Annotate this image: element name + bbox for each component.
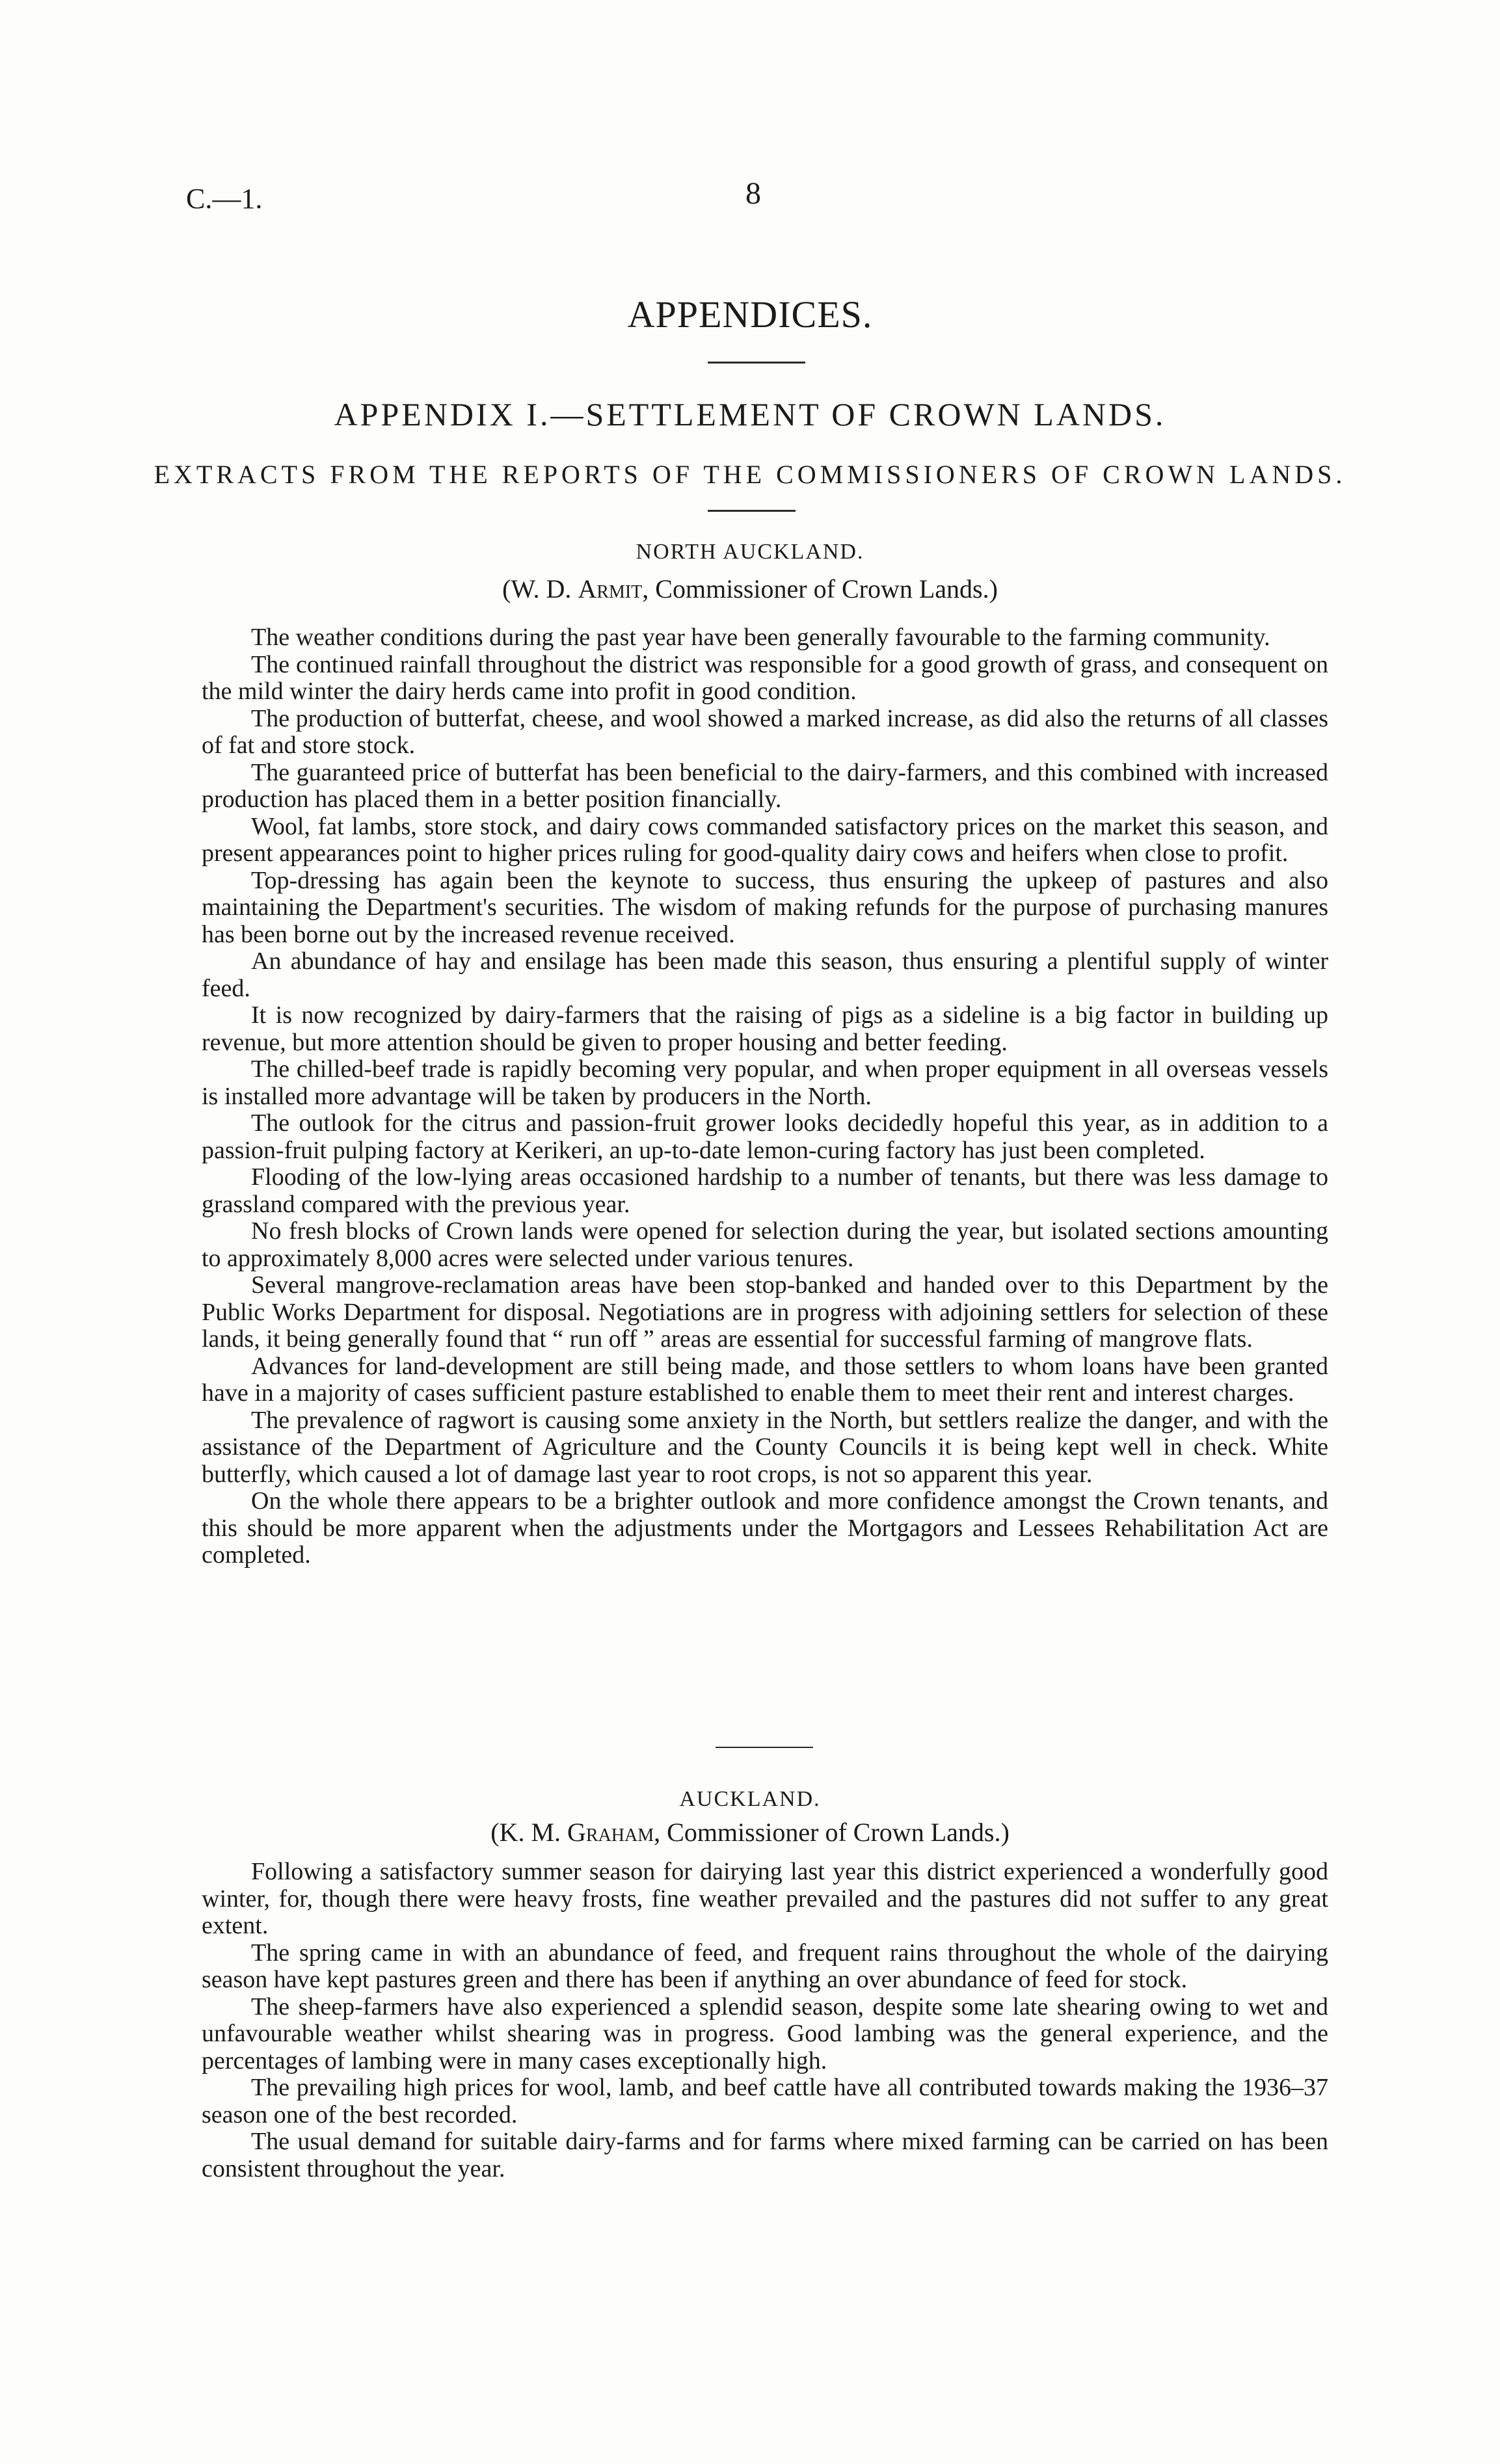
commissioner-line-auckland <box>0 1817 1500 1848</box>
paragraph: The outlook for the citrus and passion-fruit grower looks decidedly hopeful this year, as in addition to a passion-fruit pulping factory at Kerikeri, an up-to-date lemon-curing factory has just been completed. <box>202 1109 1328 1164</box>
page-number: 8 <box>745 176 761 211</box>
paragraph: The weather conditions during the past year have been generally favourable to the farming community. <box>251 624 1270 651</box>
paragraph: The spring came in with an abundance of feed, and frequent rains throughout the whole of the dairying season have kept pastures green and there has been if anything an over abundance of feed for stock. <box>202 1939 1328 1993</box>
commissioner-open: (K. M. <box>490 1818 568 1847</box>
paragraph: An abundance of hay and ensilage has been made this season, thus ensuring a plentiful supply of winter feed. <box>202 947 1328 1002</box>
paragraph: Following a satisfactory summer season for dairying last year this district experienced a wonderfully good winter, for, though there were heavy frosts, fine weather prevailed and the pastures did not suffer to any great extent. <box>202 1858 1328 1939</box>
paragraph: It is now recognized by dairy-farmers that the raising of pigs as a sideline is a big factor in building up revenue, but more attention should be given to proper housing and better feeding. <box>202 1001 1328 1056</box>
paragraph: On the whole there appears to be a brighter outlook and more confidence amongst the Crown tenants, and this should be more apparent when the adjustments under the Mortgagors and Lessees Rehabilitation Act are completed. <box>202 1487 1328 1569</box>
commissioner-open: (W. D. <box>502 574 578 603</box>
commissioner-rest: , Commissioner of Crown Lands.) <box>642 574 998 603</box>
commissioner-rest: , Commissioner of Crown Lands.) <box>654 1818 1010 1847</box>
paragraph: The prevailing high prices for wool, lamb, and beef cattle have all contributed towards making the 1936–37 season one of the best recorded. <box>202 2074 1328 2128</box>
commissioner-line-north-auckland <box>0 574 1500 604</box>
extracts-title: EXTRACTS FROM THE REPORTS OF THE COMMISSIONERS OF CROWN LANDS. <box>154 460 1346 489</box>
paragraph: The production of butterfat, cheese, and wool showed a marked increase, as did also the returns of all classes of fat and store stock. <box>202 704 1328 759</box>
paragraph: The sheep-farmers have also experienced a splendid season, despite some late shearing owing to wet and unfavourable weather whilst shearing was in progress. Good lambing was the general experience, and the percentages of lambing were in many cases exceptionally high. <box>202 1993 1328 2074</box>
paragraph: No fresh blocks of Crown lands were opened for selection during the year, but isolated sections amounting to approximately 8,000 acres were selected under various tenures. <box>202 1217 1328 1272</box>
section-body-auckland <box>202 1859 1328 2182</box>
commissioner-name: Graham <box>567 1818 654 1847</box>
paragraph: Advances for land-development are still being made, and those settlers to whom loans have been granted have in a majority of cases sufficient pasture established to enable them to meet their rent and interest charges. <box>202 1352 1328 1407</box>
paragraph: The usual demand for suitable dairy-farms and for farms where mixed farming can be carried on has been consistent throughout the year. <box>202 2128 1328 2182</box>
title-divider <box>708 362 805 364</box>
appendix-title: APPENDIX I.—SETTLEMENT OF CROWN LANDS. <box>334 396 1166 432</box>
main-title: APPENDICES. <box>627 293 873 336</box>
paragraph: Wool, fat lambs, store stock, and dairy cows commanded satisfactory prices on the market this season, and present appearances point to higher prices ruling for good-quality dairy cows and heifers when close to profit. <box>202 812 1328 867</box>
paragraph: Top-dressing has again been the keynote to success, thus ensuring the upkeep of pastures and also maintaining the Department's securities. The wisdom of making refunds for the purpose of purchasing manures has been borne out by the increased revenue received. <box>202 866 1328 948</box>
extracts-divider <box>708 510 796 512</box>
commissioner-name: Armit <box>578 574 643 603</box>
section-body-north-auckland <box>202 624 1328 1569</box>
paragraph: The chilled-beef trade is rapidly becoming very popular, and when proper equipment in all overseas vessels is installed more advantage will be taken by producers in the North. <box>202 1055 1328 1110</box>
paragraph: Flooding of the low-lying areas occasioned hardship to a number of tenants, but there was less damage to grassland compared with the previous year. <box>202 1163 1328 1218</box>
section-divider <box>716 1747 813 1748</box>
paragraph: The prevalence of ragwort is causing some anxiety in the North, but settlers realize the danger, and with the assistance of the Department of Agriculture and the County Councils it is being kept well in check. White butterfly, which caused a lot of damage last year to root crops, is not so apparent this year. <box>202 1406 1328 1488</box>
section-heading-north-auckland: NORTH AUCKLAND. <box>636 540 864 564</box>
paragraph: The guaranteed price of butterfat has been beneficial to the dairy-farmers, and this combined with increased production has placed them in a better position financially. <box>202 758 1328 813</box>
document-reference: C.—1. <box>186 183 263 215</box>
paragraph: Several mangrove-reclamation areas have been stop-banked and handed over to this Department by the Public Works Department for disposal. Negotiations are in progress with adjoining settlers for selection of these lands, it being generally found that “ run off ” areas are essential for successful farming of mangrove flats. <box>202 1271 1328 1353</box>
paragraph: The continued rainfall throughout the district was responsible for a good growth of grass, and consequent on the mild winter the dairy herds came into profit in good condition. <box>202 650 1328 705</box>
section-heading-auckland: AUCKLAND. <box>679 1787 821 1811</box>
